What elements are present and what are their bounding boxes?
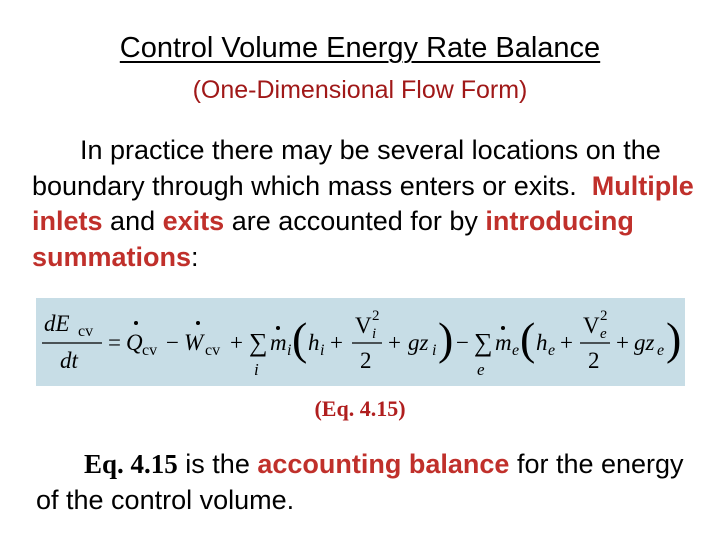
eq-v-exit-exp: 2 bbox=[600, 308, 608, 324]
eq-sigma-inlets-index: i bbox=[254, 360, 259, 379]
eq-m-exit-sub: e bbox=[512, 342, 520, 359]
eq-h-inlet-sub: i bbox=[320, 342, 325, 359]
q-dot-mark bbox=[134, 321, 138, 325]
para-text-1: In practice there may be several locations on the boundary through which mass enters or exits. bbox=[32, 135, 661, 201]
eq-h-inlet: h bbox=[308, 330, 320, 355]
slide-title-text: Control Volume Energy Rate Balance bbox=[119, 32, 601, 64]
eq-lhs-denominator: dt bbox=[60, 348, 78, 373]
eq-reference: Eq. 4.15 bbox=[84, 449, 178, 479]
eq-paren-open-2: ( bbox=[520, 313, 536, 364]
para-text-3: are accounted for by bbox=[231, 206, 478, 236]
bottom-text-2: for the energy of the control volume. bbox=[36, 449, 684, 515]
w-dot-mark bbox=[196, 321, 200, 325]
eq-gz-inlet-sub: i bbox=[432, 342, 437, 359]
highlight-summations: introducing summations bbox=[32, 206, 634, 272]
eq-v-inlet: V bbox=[355, 313, 372, 338]
eq-h-exit-sub: e bbox=[548, 342, 556, 359]
eq-w: W bbox=[184, 330, 204, 355]
eq-minus-2: − bbox=[456, 330, 469, 355]
para-text-2: and bbox=[110, 206, 156, 236]
eq-equals: = bbox=[108, 330, 121, 355]
bottom-text-1: is the bbox=[185, 449, 250, 479]
equation-label: (Eq. 4.15) bbox=[314, 396, 406, 421]
highlight-accounting-balance: accounting balance bbox=[257, 449, 510, 479]
eq-plus-4: + bbox=[560, 330, 573, 355]
eq-sigma-exits-index: e bbox=[477, 360, 485, 379]
para-text-4: : bbox=[191, 241, 199, 272]
eq-plus-2: + bbox=[330, 330, 343, 355]
eq-gz-exit-sub: e bbox=[657, 342, 665, 359]
eq-lhs-numerator: dE bbox=[44, 311, 70, 336]
eq-minus-1: − bbox=[166, 330, 179, 355]
eq-plus-1: + bbox=[230, 330, 243, 355]
eq-m-inlet-sub: i bbox=[287, 342, 292, 359]
equation-box bbox=[36, 298, 685, 386]
eq-sigma-exits: ∑ bbox=[474, 328, 493, 357]
eq-v-exit-den: 2 bbox=[588, 348, 600, 373]
eq-plus-5: + bbox=[616, 330, 629, 355]
eq-gz-inlet: gz bbox=[408, 330, 429, 355]
eq-q-sub: cv bbox=[142, 342, 158, 359]
eq-paren-close-1: ) bbox=[438, 313, 454, 364]
eq-v-exit: V bbox=[583, 313, 600, 338]
eq-m-inlet: m bbox=[270, 330, 287, 355]
energy-balance-equation bbox=[36, 298, 685, 386]
eq-gz-exit: gz bbox=[634, 330, 655, 355]
slide-title bbox=[0, 30, 720, 66]
eq-h-exit: h bbox=[536, 330, 548, 355]
slide-subtitle: (One-Dimensional Flow Form) bbox=[192, 76, 528, 104]
eq-w-sub: cv bbox=[205, 342, 221, 359]
eq-sigma-inlets: ∑ bbox=[249, 328, 268, 357]
intro-paragraph bbox=[32, 133, 702, 275]
eq-m-exit: m bbox=[495, 330, 512, 355]
highlight-multiple-inlets: Multiple inlets bbox=[32, 170, 694, 236]
eq-v-inlet-exp: 2 bbox=[372, 308, 380, 324]
eq-v-exit-sub: e bbox=[600, 326, 607, 342]
eq-paren-close-2: ) bbox=[666, 313, 682, 364]
highlight-exits: exits bbox=[162, 206, 225, 236]
eq-plus-3: + bbox=[388, 330, 401, 355]
bottom-paragraph bbox=[36, 446, 706, 518]
eq-v-inlet-sub: i bbox=[372, 326, 377, 342]
eq-v-inlet-den: 2 bbox=[360, 348, 372, 373]
eq-lhs-numerator-sub: cv bbox=[78, 323, 94, 340]
eq-paren-open-1: ( bbox=[292, 313, 308, 364]
eq-q: Q bbox=[126, 330, 143, 355]
